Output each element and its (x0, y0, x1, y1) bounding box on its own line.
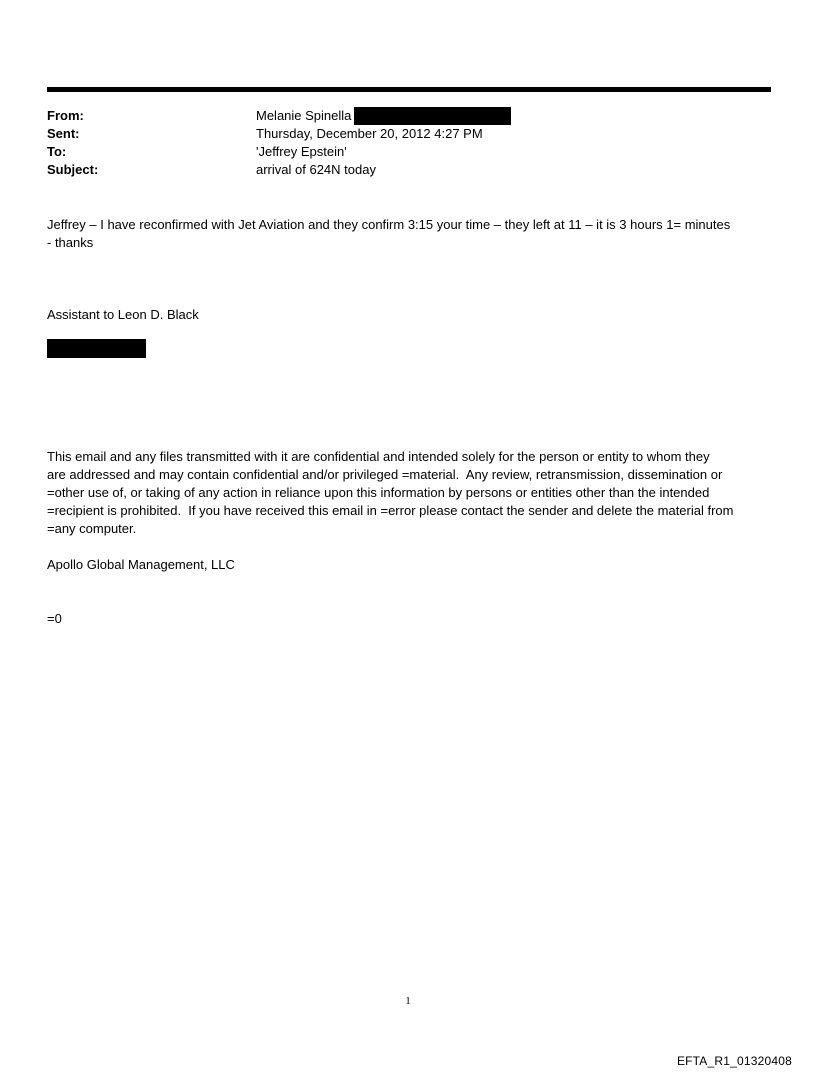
subject-row (47, 161, 771, 179)
confidentiality-disclaimer: This email and any files transmitted with it are confidential and intended solely for the person or entity to whom they are addressed and may contain confidential and/or privileged =material. Any review, retransmission, dissemination or =other use of, or taking of any action in reliance upon this information by persons or entities other than the intended =recipient is prohibited. If you have received this email in =error please contact the sender and delete the material from =any computer. (47, 449, 734, 536)
to-row (47, 143, 771, 161)
signature-redaction (47, 339, 146, 358)
from-name: Melanie Spinella (256, 108, 352, 123)
from-row (47, 107, 771, 125)
subject-label: Subject: (47, 162, 99, 177)
subject-value: arrival of 624N today (256, 162, 376, 177)
sent-label: Sent: (47, 126, 80, 141)
from-label: From: (47, 108, 84, 123)
to-label: To: (47, 144, 67, 159)
signature-title: Assistant to Leon D. Black (47, 307, 199, 322)
page-number: 1 (405, 995, 411, 1007)
sent-value: Thursday, December 20, 2012 4:27 PM (256, 126, 483, 141)
trailing-text: =0 (47, 611, 62, 626)
sent-row (47, 125, 771, 143)
company-name: Apollo Global Management, LLC (47, 557, 235, 572)
email-body: Jeffrey – I have reconfirmed with Jet Aviation and they confirm 3:15 your time – they left at 11 – it is 3 hours 1= minutes - thanks (47, 217, 731, 250)
header-rule (47, 87, 771, 92)
from-value (256, 107, 511, 126)
email-header (47, 107, 771, 179)
to-value: 'Jeffrey Epstein' (256, 144, 347, 159)
document-id: EFTA_R1_01320408 (676, 1054, 792, 1068)
from-email-redaction (354, 107, 511, 125)
